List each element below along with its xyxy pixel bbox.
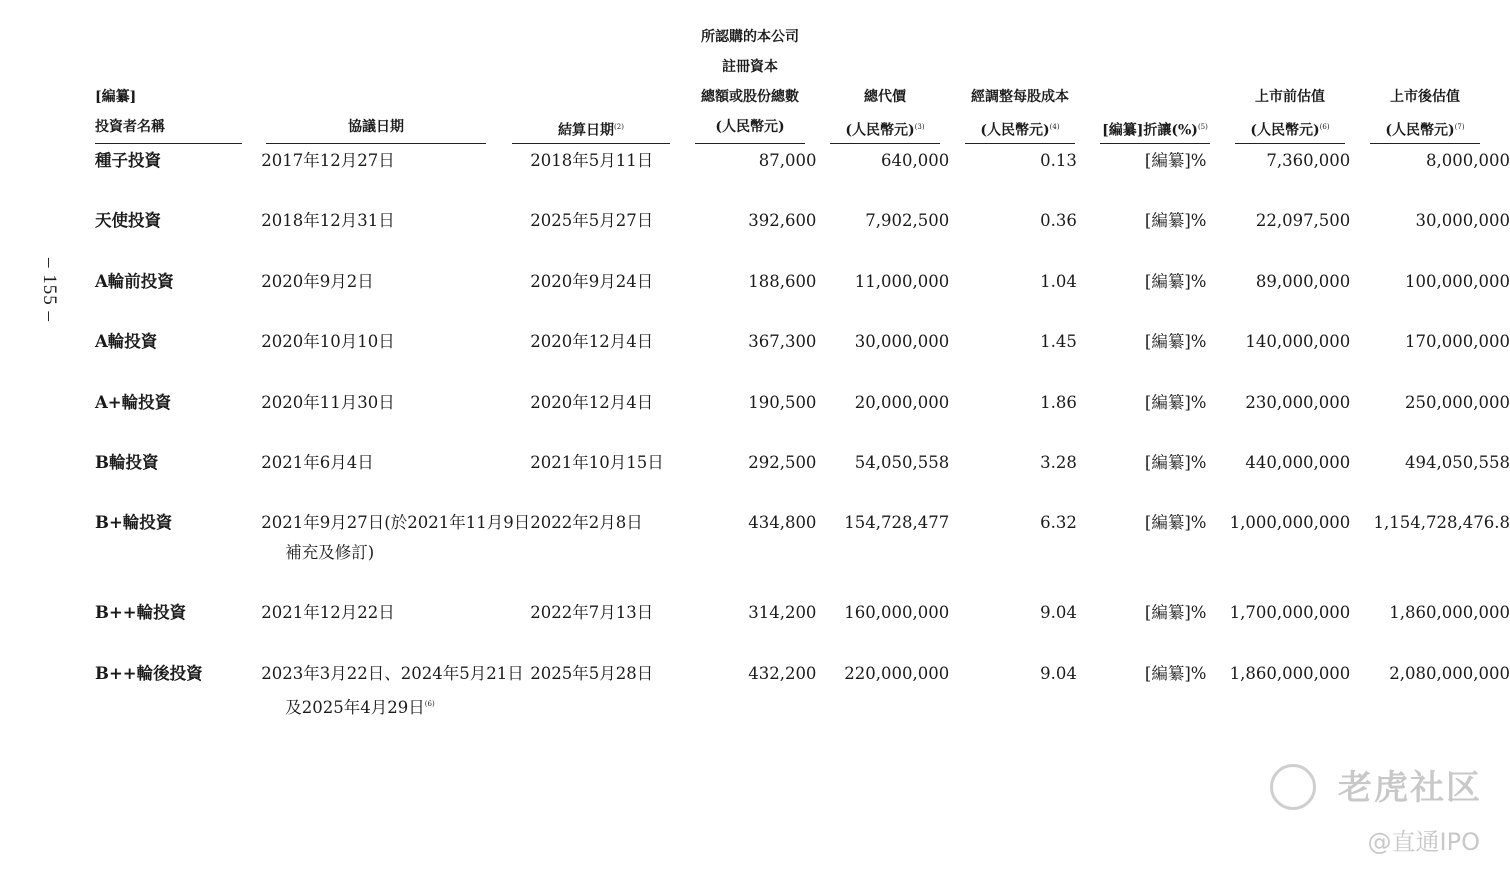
cell-agreement-date: [261, 146, 530, 206]
header-consideration: 總代價 (人民幣元)$^{(3)}$: [845, 89, 925, 139]
column-gap: [1206, 659, 1229, 723]
cell-cost: 0.36: [1040, 211, 1077, 230]
header-rule: [1100, 143, 1210, 144]
column-gap: [1350, 267, 1373, 327]
column-gap: [1077, 598, 1100, 659]
table-row: [95, 267, 1510, 327]
cell-pre: 140,000,000: [1245, 332, 1351, 351]
cell-consideration: 154,728,477: [844, 513, 950, 532]
header-rule: [965, 143, 1075, 144]
agreement-date-line: 2020年9月2日: [261, 272, 374, 291]
column-gap: [1350, 327, 1373, 388]
column-gap: [1350, 508, 1373, 598]
cell-pre: 89,000,000: [1255, 272, 1351, 291]
cell-capital: 188,600: [748, 272, 817, 291]
cell-cost: 1.45: [1040, 332, 1077, 351]
investment-table: [95, 146, 1510, 723]
column-gap: [816, 659, 839, 723]
header-rule: [695, 143, 805, 144]
cell-discount: [編纂]%: [1144, 151, 1207, 170]
watermark-logo-icon: [1270, 764, 1316, 810]
column-gap: [816, 598, 839, 659]
header-investor: [編纂] 投資者名稱: [95, 89, 165, 135]
column-gap: [1350, 146, 1373, 206]
cell-capital: 432,200: [748, 664, 817, 683]
cell-capital: 190,500: [748, 393, 817, 412]
cell-settlement: 2025年5月28日: [530, 664, 654, 683]
cell-cost: 3.28: [1040, 453, 1077, 472]
cell-consideration: 640,000: [880, 151, 950, 170]
cell-agreement-date: [261, 267, 530, 327]
page-number: – 155 –: [39, 258, 60, 322]
column-gap: [949, 267, 972, 327]
cell-capital: 392,600: [748, 211, 817, 230]
cell-consideration: 54,050,558: [854, 453, 950, 472]
header-rule: [830, 143, 940, 144]
header-agreement-date: 協議日期: [348, 119, 404, 135]
column-gap: [1206, 267, 1229, 327]
cell-discount: [編纂]%: [1144, 332, 1207, 351]
column-gap: [816, 448, 839, 508]
column-gap: [1077, 388, 1100, 448]
column-gap: [1350, 448, 1373, 508]
cell-consideration: 30,000,000: [854, 332, 950, 351]
cell-cost: 1.04: [1040, 272, 1077, 291]
table-row: [95, 508, 1510, 598]
table-row: [95, 146, 1510, 206]
column-gap: [1077, 508, 1100, 598]
column-gap: [1206, 508, 1229, 598]
column-gap: [816, 508, 839, 598]
cell-consideration: 11,000,000: [854, 272, 950, 291]
cell-cost: 1.86: [1040, 393, 1077, 412]
column-gap: [1206, 146, 1229, 206]
column-gap: [816, 267, 839, 327]
column-gap: [1350, 598, 1373, 659]
cell-cost: 9.04: [1040, 664, 1077, 683]
cell-pre: 1,860,000,000: [1229, 664, 1351, 683]
agreement-date-line: 2021年6月4日: [261, 453, 374, 472]
cell-discount: [編纂]%: [1144, 513, 1207, 532]
cell-agreement-date: [261, 598, 530, 659]
cell-settlement: 2020年12月4日: [530, 332, 654, 351]
cell-discount: [編纂]%: [1144, 453, 1207, 472]
column-gap: [1350, 206, 1373, 267]
agreement-date-line: 補充及修訂): [285, 543, 375, 562]
watermark-brand: 老虎社区: [1338, 768, 1482, 808]
column-gap: [949, 508, 972, 598]
cell-settlement: 2018年5月11日: [530, 151, 654, 170]
column-gap: [816, 146, 839, 206]
cell-pre: 1,700,000,000: [1229, 603, 1351, 622]
cell-cost: 9.04: [1040, 603, 1077, 622]
cell-discount: [編纂]%: [1144, 393, 1207, 412]
column-gap: [1077, 267, 1100, 327]
cell-name: A輪前投資: [95, 272, 174, 291]
agreement-date-line: 及2025年4月29日$^{(6)}$: [285, 697, 435, 717]
cell-post: 494,050,558: [1405, 453, 1510, 472]
cell-post: 1,154,728,476.8: [1373, 513, 1510, 532]
cell-post: 1,860,000,000: [1389, 603, 1510, 622]
column-gap: [949, 206, 972, 267]
header-rule: [1370, 143, 1480, 144]
column-gap: [816, 206, 839, 267]
cell-name: B++輪投資: [95, 603, 187, 622]
header-post-ipo-valuation: 上市後估值 (人民幣元)$^{(7)}$: [1385, 89, 1465, 139]
table-row: [95, 448, 1510, 508]
column-gap: [949, 146, 972, 206]
column-gap: [1206, 388, 1229, 448]
table-row: [95, 388, 1510, 448]
cell-post: 170,000,000: [1405, 332, 1510, 351]
cell-agreement-date: [261, 388, 530, 448]
cell-capital: 87,000: [758, 151, 817, 170]
cell-agreement-date: [261, 508, 530, 598]
table-row: [95, 598, 1510, 659]
column-gap: [1077, 448, 1100, 508]
column-gap: [949, 327, 972, 388]
cell-name: 種子投資: [95, 151, 161, 170]
agreement-date-line: 2023年3月22日、2024年5月21日: [261, 664, 524, 683]
cell-settlement: 2020年12月4日: [530, 393, 654, 412]
agreement-date-line: 2017年12月27日: [261, 151, 395, 170]
cell-name: B輪投資: [95, 453, 159, 472]
watermark-handle: @直通IPO: [1367, 828, 1480, 856]
agreement-date-line: 2021年12月22日: [261, 603, 395, 622]
header-discount: [編纂]折讓(%)$^{(5)}$: [1102, 122, 1208, 139]
cell-name: 天使投資: [95, 211, 161, 230]
cell-agreement-date: [261, 327, 530, 388]
cell-consideration: 20,000,000: [854, 393, 950, 412]
agreement-date-line: 2018年12月31日: [261, 211, 395, 230]
cell-consideration: 160,000,000: [844, 603, 950, 622]
header-rule: [95, 143, 242, 144]
table-row: [95, 659, 1510, 723]
agreement-date-line: 2020年10月10日: [261, 332, 395, 351]
header-rule: [1235, 143, 1345, 144]
cell-cost: 0.13: [1040, 151, 1077, 170]
cell-name: B++輪後投資: [95, 664, 203, 683]
column-gap: [1206, 448, 1229, 508]
cell-settlement: 2020年9月24日: [530, 272, 654, 291]
cell-pre: 230,000,000: [1245, 393, 1351, 412]
column-gap: [949, 659, 972, 723]
cell-settlement: 2025年5月27日: [530, 211, 654, 230]
column-gap: [1077, 206, 1100, 267]
cell-settlement: 2022年7月13日: [530, 603, 654, 622]
cell-capital: 292,500: [748, 453, 817, 472]
column-gap: [1077, 146, 1100, 206]
footnote-marker: (6): [424, 700, 435, 708]
header-settlement-date: 結算日期$^{(2)}$: [558, 122, 624, 139]
column-gap: [1077, 327, 1100, 388]
column-gap: [1350, 659, 1373, 723]
cell-settlement: 2021年10月15日: [530, 453, 664, 472]
column-gap: [1206, 327, 1229, 388]
cell-cost: 6.32: [1040, 513, 1077, 532]
column-gap: [1206, 598, 1229, 659]
cell-post: 100,000,000: [1405, 272, 1510, 291]
agreement-date-line: 2020年11月30日: [261, 393, 395, 412]
cell-consideration: 7,902,500: [865, 211, 950, 230]
cell-post: 2,080,000,000: [1389, 664, 1510, 683]
cell-agreement-date: [261, 448, 530, 508]
cell-name: A輪投資: [95, 332, 158, 351]
cell-capital: 367,300: [748, 332, 817, 351]
cell-pre: 22,097,500: [1255, 211, 1351, 230]
cell-post: 30,000,000: [1415, 211, 1510, 230]
cell-agreement-date: [261, 659, 530, 723]
cell-discount: [編纂]%: [1144, 272, 1207, 291]
cell-name: A+輪投資: [95, 393, 172, 412]
cell-pre: 440,000,000: [1245, 453, 1351, 472]
column-gap: [816, 388, 839, 448]
header-rule: [512, 143, 670, 144]
header-rule: [266, 143, 486, 144]
header-adjusted-cost: 經調整每股成本 (人民幣元)$^{(4)}$: [971, 89, 1069, 139]
cell-discount: [編纂]%: [1144, 664, 1207, 683]
header-registered-capital: 所認購的本公司 註冊資本 總額或股份總數 (人民幣元): [701, 29, 799, 135]
table-body: [95, 146, 1510, 723]
cell-capital: 434,800: [748, 513, 817, 532]
cell-post: 8,000,000: [1426, 151, 1510, 170]
cell-settlement: 2022年2月8日: [530, 513, 643, 532]
cell-consideration: 220,000,000: [844, 664, 950, 683]
column-gap: [1077, 659, 1100, 723]
column-gap: [816, 327, 839, 388]
cell-discount: [編纂]%: [1144, 211, 1207, 230]
cell-capital: 314,200: [748, 603, 817, 622]
column-gap: [949, 598, 972, 659]
column-gap: [1206, 206, 1229, 267]
cell-agreement-date: [261, 206, 530, 267]
column-gap: [949, 388, 972, 448]
cell-name: B+輪投資: [95, 513, 173, 532]
cell-post: 250,000,000: [1405, 393, 1510, 412]
cell-discount: [編纂]%: [1144, 603, 1207, 622]
column-gap: [1350, 388, 1373, 448]
cell-pre: 7,360,000: [1266, 151, 1351, 170]
cell-pre: 1,000,000,000: [1229, 513, 1351, 532]
column-gap: [949, 448, 972, 508]
table-row: [95, 327, 1510, 388]
agreement-date-line: 2021年9月27日(於2021年11月9日: [261, 513, 531, 532]
table-row: [95, 206, 1510, 267]
header-pre-ipo-valuation: 上市前估值 (人民幣元)$^{(6)}$: [1250, 89, 1330, 139]
